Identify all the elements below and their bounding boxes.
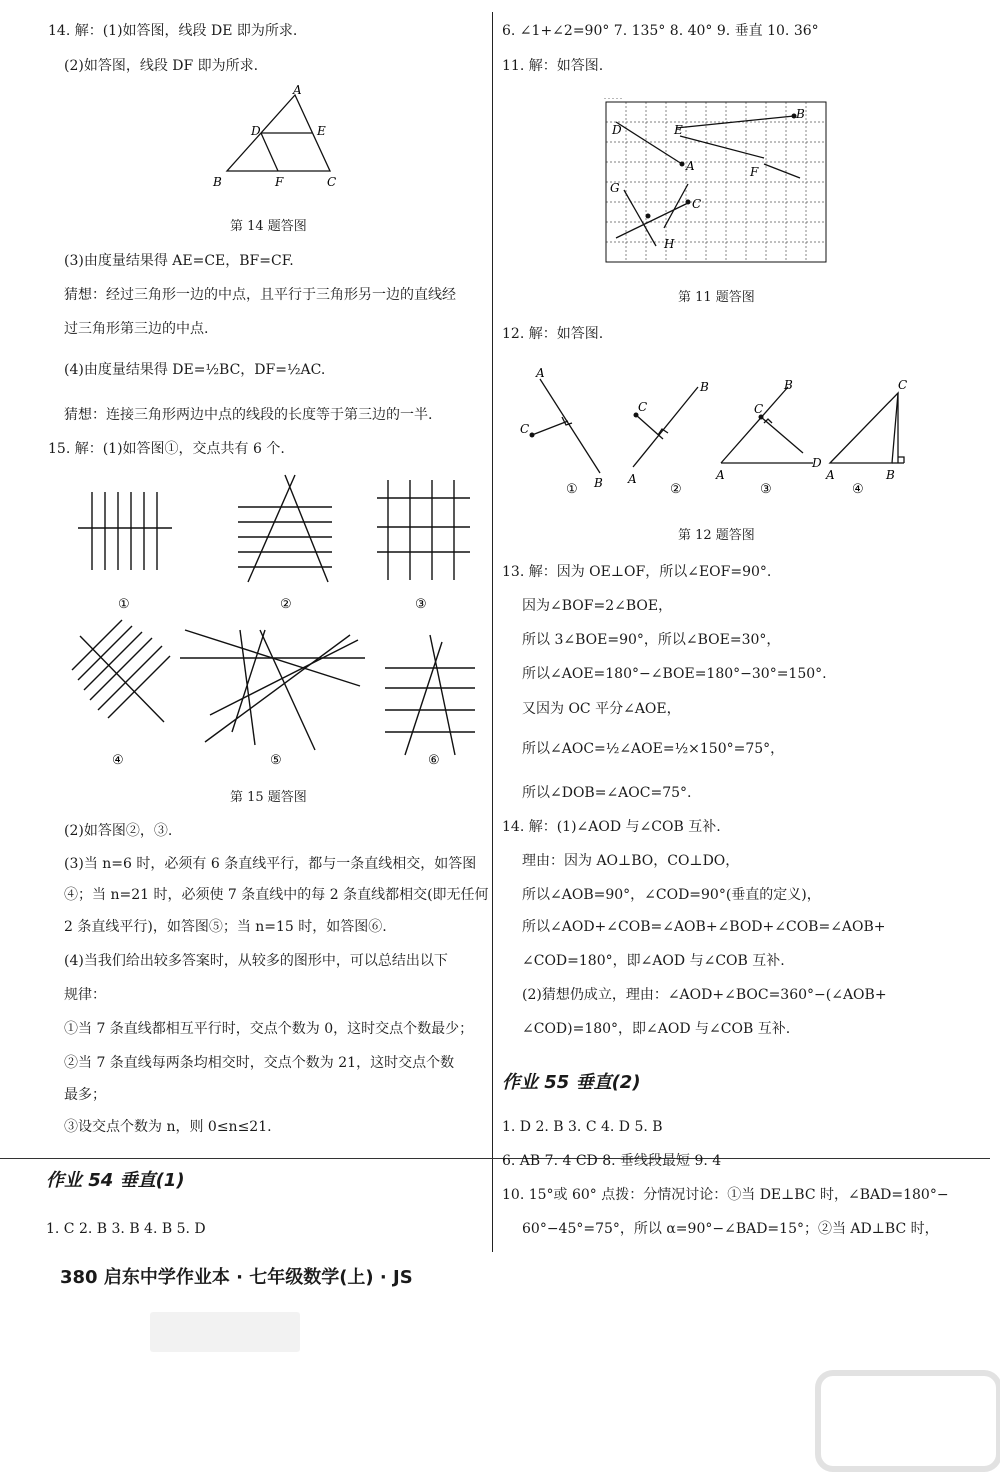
fig11-label-b: B [796,107,805,121]
left-line-2: (3)由度量结果得 AE=CE，BF=CF. [64,253,294,269]
right-line-10: 14. 解：(1)∠AOD 与∠COB 互补. [502,819,721,835]
fig15-num-5: ⑤ [270,753,282,768]
fig12-label-b1: B [594,476,603,490]
watermark-logo [815,1370,1000,1472]
left-line-6: 猜想：连接三角形两边中点的线段的长度等于第三边的一半. [64,407,433,423]
right-line-16: ∠COD)=180°，即∠AOD 与∠COB 互补. [522,1021,791,1037]
right-line-1: 11. 解：如答图. [502,58,604,74]
right-line-0: 6. ∠1+∠2=90° 7. 135° 8. 40° 9. 垂直 10. 36° [502,23,819,39]
right-line-13: 所以∠AOD+∠COB=∠AOB+∠BOD+∠COB=∠AOB+ [522,919,886,935]
left-line-15: ②当 7 条直线每两条均相交时，交点个数为 21，这时交点个数 [64,1055,455,1071]
left-line-9: (3)当 n=6 时，必须有 6 条直线平行，都与一条直线相交，如答图 [64,856,477,872]
hw55-line-3: 10. 15°或 60° 点拨：分情况讨论：①当 DE⊥BC 时，∠BAD=180°− [502,1187,949,1203]
fig12-label-c3: C [754,402,764,416]
hw54-title: 作业 54 垂直(1) [46,1170,185,1191]
fig12-label-a3: A [716,468,725,482]
left-line-0: 14. 解：(1)如答图，线段 DE 即为所求. [48,23,298,39]
fig12-label-c2: C [638,400,648,414]
left-line-10: ④；当 n=21 时，必须使 7 条直线中的每 2 条直线都相交(即无任何 [64,887,489,903]
section-rule-left [0,1158,490,1159]
right-line-14: ∠COD=180°，即∠AOD 与∠COB 互补. [522,953,785,969]
watermark-block [150,1312,300,1352]
fig12-num-1: ① [566,482,578,497]
fig11-label-d: D [612,123,622,137]
fig11-label-c: C [692,197,702,211]
page-footer: 380 启东中学作业本 · 七年级数学(上) · JS [60,1267,413,1288]
right-line-4: 因为∠BOF=2∠BOE， [522,598,673,614]
fig11-label-f: F [750,165,759,179]
left-line-12: (4)当我们给出较多答案时，从较多的图形中，可以总结出以下 [64,953,448,969]
right-line-8: 所以∠AOC=½∠AOE=½×150°=75°， [522,741,785,757]
fig14-label-f: F [275,175,284,189]
fig12-label-d3: D [812,456,822,470]
hw55-line-2: 6. AB 7. 4 CD 8. 垂线段最短 9. 4 [502,1153,722,1169]
fig15-num-1: ① [118,597,130,612]
fig14-caption: 第 14 题答图 [230,219,307,234]
fig12-label-a2: A [628,472,637,486]
fig15-num-4: ④ [112,753,124,768]
fig12-label-c4: C [898,378,908,392]
fig11-caption: 第 11 题答图 [678,290,755,305]
fig15-num-3: ③ [415,597,427,612]
fig14-triangle [205,85,355,190]
fig11-label-h: H [664,237,675,251]
fig12-caption: 第 12 题答图 [678,528,755,543]
right-line-11: 理由：因为 AO⊥BO，CO⊥DO， [522,853,740,869]
left-line-7: 15. 解：(1)如答图①，交点共有 6 个. [48,441,285,457]
column-divider [492,12,493,1252]
right-line-15: (2)猜想仍成立，理由：∠AOD+∠BOC=360°−(∠AOB+ [522,987,887,1003]
right-line-7: 又因为 OC 平分∠AOE， [522,701,681,717]
fig15-num-2: ② [280,597,292,612]
left-line-3: 猜想：经过三角形一边的中点，且平行于三角形另一边的直线经 [64,287,456,303]
left-line-11: 2 条直线平行)，如答图⑤；当 n=15 时，如答图⑥. [64,919,387,935]
left-column [0,0,490,1260]
fig12-num-2: ② [670,482,682,497]
hw55-title: 作业 55 垂直(2) [502,1072,641,1093]
right-line-5: 所以 3∠BOE=90°，所以∠BOE=30°， [522,632,781,648]
fig14-label-a: A [293,85,302,97]
fig11-label-a: A [686,159,695,173]
fig12-label-a4: A [826,468,835,482]
fig12-label-b3: B [784,378,793,392]
fig12-label-b2: B [700,380,709,394]
fig12-label-b4: B [886,468,895,482]
fig14-label-e: E [317,124,326,138]
left-line-1: (2)如答图，线段 DF 即为所求. [64,58,259,74]
right-line-2: 12. 解：如答图. [502,326,604,342]
right-line-12: 所以∠AOB=90°，∠COD=90°(垂直的定义)， [522,887,821,903]
hw55-line-4: 60°−45°=75°，所以 α=90°−∠BAD=15°；②当 AD⊥BC 时， [522,1221,939,1237]
right-line-9: 所以∠DOB=∠AOC=75°. [522,785,692,801]
right-line-6: 所以∠AOE=180°−∠BOE=180°−30°=150°. [522,666,827,682]
left-line-13: 规律： [64,987,106,1003]
fig15-num-6: ⑥ [428,753,440,768]
left-line-17: ③设交点个数为 n，则 0≤n≤21. [64,1119,272,1135]
left-line-4: 过三角形第三边的中点. [64,321,209,337]
fig12-label-c1: C [520,422,530,436]
left-line-16: 最多； [64,1087,106,1103]
fig11-grid-diagram [604,98,832,266]
fig12-label-a1: A [536,366,545,380]
fig14-label-c: C [327,175,337,189]
fig12-num-4: ④ [852,482,864,497]
left-line-8: (2)如答图②，③. [64,823,173,839]
fig15-caption: 第 15 题答图 [230,790,307,805]
right-line-3: 13. 解：因为 OE⊥OF，所以∠EOF=90°. [502,564,772,580]
fig12-diagrams [508,365,928,500]
fig14-label-b: B [213,175,222,189]
left-line-14: ①当 7 条直线都相互平行时，交点个数为 0，这时交点个数最少； [64,1021,474,1037]
left-line-5: (4)由度量结果得 DE=½BC，DF=½AC. [64,362,326,378]
right-column [498,0,1000,1260]
fig15-diagrams [60,470,480,770]
fig12-num-3: ③ [760,482,772,497]
fig11-label-e: E [674,123,683,137]
fig11-label-g: G [610,181,620,195]
hw55-line-1: 1. D 2. B 3. C 4. D 5. B [502,1119,663,1135]
hw54-answers: 1. C 2. B 3. B 4. B 5. D [46,1221,206,1237]
fig14-label-d: D [251,124,261,138]
